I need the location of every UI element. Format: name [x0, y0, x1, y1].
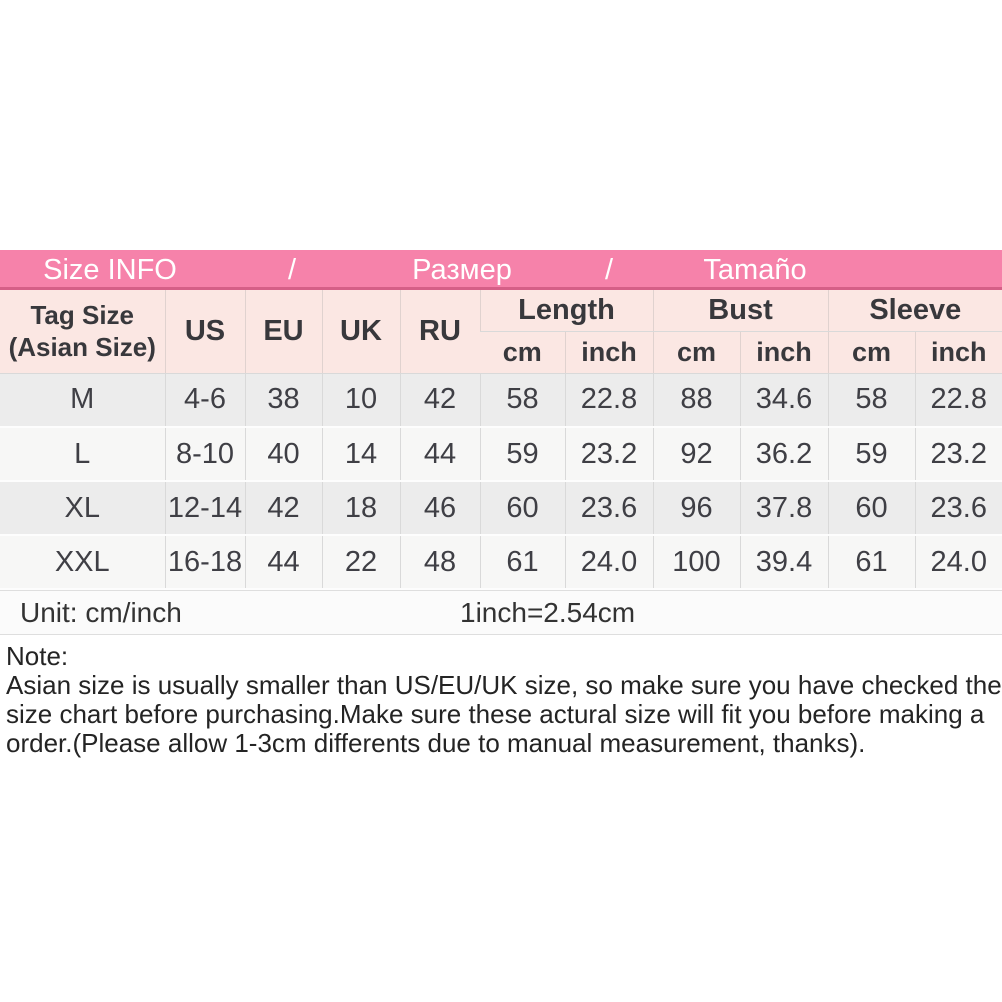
- title-bar: [0, 250, 1002, 290]
- cell-bust-cm: 100: [653, 535, 740, 589]
- bust-inch-header: inch: [740, 331, 828, 373]
- unit-label: Unit: cm/inch: [20, 596, 182, 628]
- col-header-eu: EU: [245, 290, 322, 373]
- cell-bust-inch: 39.4: [740, 535, 828, 589]
- cell-bust-cm: 96: [653, 481, 740, 535]
- cell-length-cm: 58: [480, 373, 565, 427]
- group-header-bust: Bust: [653, 290, 828, 331]
- cell-us: 8-10: [165, 427, 245, 481]
- title-size-info: Size INFO: [43, 253, 177, 286]
- cell-sleeve-cm: 61: [828, 535, 915, 589]
- table-row-xxl: [0, 535, 1002, 589]
- group-header-length: Length: [480, 290, 653, 331]
- cell-bust-inch: 36.2: [740, 427, 828, 481]
- cell-tag: XL: [0, 481, 165, 535]
- unit-conversion: 1inch=2.54cm: [460, 596, 636, 628]
- cell-tag: M: [0, 373, 165, 427]
- group-header-row: [0, 290, 1002, 331]
- cell-eu: 38: [245, 373, 322, 427]
- group-header-sleeve: Sleeve: [828, 290, 1002, 331]
- title-separator-1: /: [287, 253, 297, 286]
- cell-sleeve-inch: 23.6: [915, 481, 1002, 535]
- length-cm-header: cm: [480, 331, 565, 373]
- cell-ru: 48: [400, 535, 480, 589]
- cell-tag: L: [0, 427, 165, 481]
- length-inch-header: inch: [565, 331, 653, 373]
- cell-length-cm: 61: [480, 535, 565, 589]
- col-header-ru: RU: [400, 290, 480, 373]
- cell-sleeve-inch: 23.2: [915, 427, 1002, 481]
- cell-bust-cm: 92: [653, 427, 740, 481]
- cell-length-cm: 60: [480, 481, 565, 535]
- note-title: Note:: [6, 641, 69, 671]
- cell-length-inch: 24.0: [565, 535, 653, 589]
- cell-sleeve-cm: 58: [828, 373, 915, 427]
- cell-sleeve-inch: 24.0: [915, 535, 1002, 589]
- cell-ru: 42: [400, 373, 480, 427]
- cell-eu: 44: [245, 535, 322, 589]
- cell-us: 16-18: [165, 535, 245, 589]
- cell-length-cm: 59: [480, 427, 565, 481]
- title-separator-2: /: [604, 253, 614, 286]
- bust-cm-header: cm: [653, 331, 740, 373]
- tag-size-header-cell: [0, 290, 165, 373]
- cell-sleeve-cm: 59: [828, 427, 915, 481]
- note-line: Asian size is usually smaller than US/EU/UK size, so make sure you have checked the: [6, 670, 1002, 700]
- size-table: [0, 290, 1002, 590]
- title-razmer: Размер: [412, 253, 512, 286]
- cell-length-inch: 22.8: [565, 373, 653, 427]
- cell-ru: 46: [400, 481, 480, 535]
- col-header-uk: UK: [322, 290, 400, 373]
- cell-length-inch: 23.6: [565, 481, 653, 535]
- cell-uk: 22: [322, 535, 400, 589]
- tag-size-header-line1: Tag Size: [30, 300, 135, 331]
- cell-us: 4-6: [165, 373, 245, 427]
- col-header-us: US: [165, 290, 245, 373]
- size-chart-sheet: [0, 250, 1002, 758]
- sleeve-inch-header: inch: [915, 331, 1002, 373]
- tag-size-header-line2: (Asian Size): [8, 332, 156, 363]
- cell-uk: 10: [322, 373, 400, 427]
- cell-eu: 40: [245, 427, 322, 481]
- cell-sleeve-inch: 22.8: [915, 373, 1002, 427]
- cell-uk: 14: [322, 427, 400, 481]
- cell-tag: XXL: [0, 535, 165, 589]
- title-tamano: Tamaño: [703, 253, 807, 286]
- cell-bust-inch: 37.8: [740, 481, 828, 535]
- cell-length-inch: 23.2: [565, 427, 653, 481]
- table-row-l: [0, 427, 1002, 481]
- cell-bust-cm: 88: [653, 373, 740, 427]
- cell-ru: 44: [400, 427, 480, 481]
- table-row-xl: [0, 481, 1002, 535]
- cell-bust-inch: 34.6: [740, 373, 828, 427]
- cell-us: 12-14: [165, 481, 245, 535]
- table-row-m: [0, 373, 1002, 427]
- cell-eu: 42: [245, 481, 322, 535]
- note-line: order.(Please allow 1-3cm differents due to manual measurement, thanks).: [6, 728, 866, 758]
- unit-row: [0, 590, 1002, 635]
- cell-uk: 18: [322, 481, 400, 535]
- note-section: [0, 635, 1002, 758]
- cell-sleeve-cm: 60: [828, 481, 915, 535]
- sleeve-cm-header: cm: [828, 331, 915, 373]
- note-line: size chart before purchasing.Make sure these actural size will fit you before making a: [6, 699, 985, 729]
